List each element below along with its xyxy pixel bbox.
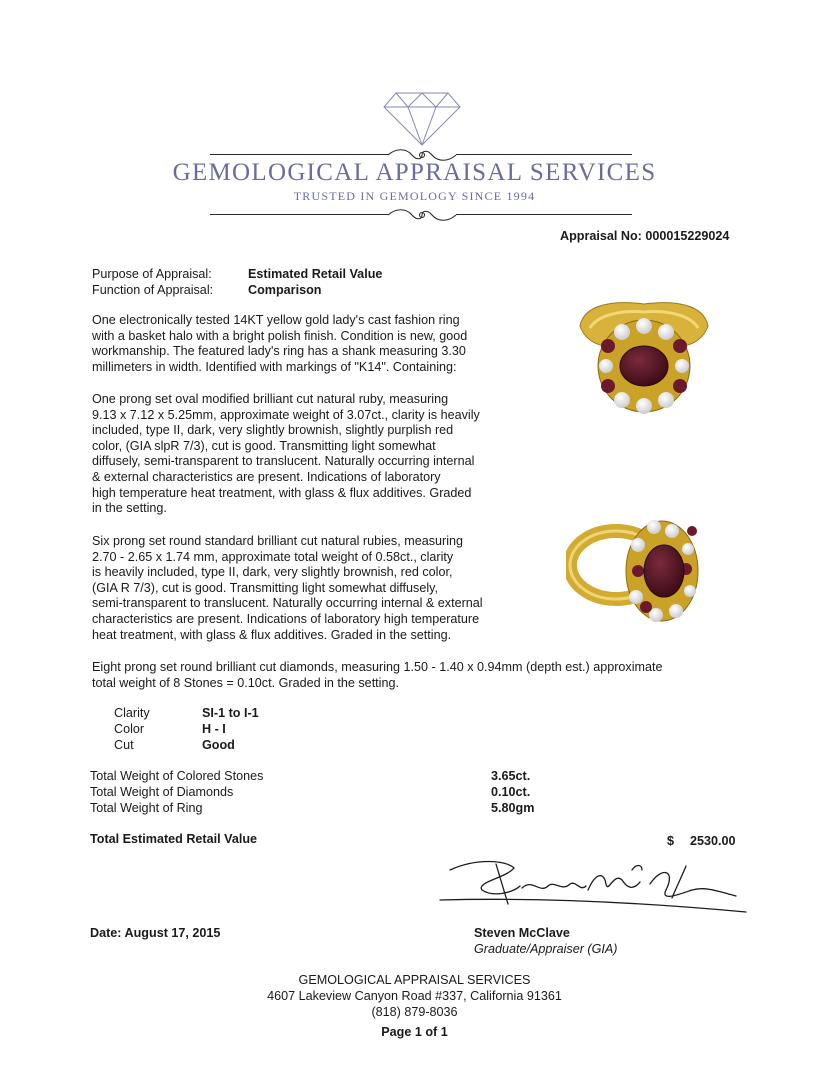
spec-label-cut: Cut (114, 738, 134, 752)
retail-value-label: Total Estimated Retail Value (90, 832, 258, 846)
appraiser-name: Steven McClave (474, 926, 570, 940)
text-line: with a basket halo with a bright polish finish. Condition is new, good (92, 328, 468, 343)
header-rule-bottom-right (456, 214, 632, 215)
retail-amount: 2530.00 (690, 834, 736, 848)
appraisal-date: Date: August 17, 2015 (90, 926, 221, 940)
footer-phone: (818) 879-8036 (371, 1005, 458, 1019)
text-line: characteristics are present. Indications of laboratory high temperature (92, 611, 480, 626)
text-line: included, type II, dark, very slightly brownish, slightly purplish red (92, 423, 454, 438)
spec-value-cut: Good (202, 738, 235, 752)
ring-front-photo (574, 298, 714, 418)
total-diamonds-label: Total Weight of Diamonds (90, 785, 234, 799)
function-label: Function of Appraisal: (92, 283, 214, 297)
flourish-bottom-icon (386, 206, 458, 224)
total-colored-stones-value: 3.65ct. (491, 769, 531, 783)
header-rule-bottom-left (210, 214, 388, 215)
total-colored-stones-label: Total Weight of Colored Stones (90, 769, 264, 783)
header-rule-top-left (210, 154, 388, 155)
function-value: Comparison (248, 283, 322, 297)
company-name: GEMOLOGICAL APPRAISAL SERVICES (172, 159, 657, 186)
purpose-value: Estimated Retail Value (248, 267, 383, 281)
spec-label-clarity: Clarity (114, 706, 150, 720)
text-line: (GIA R 7/3), cut is good. Transmitting light somewhat diffusely, (92, 580, 439, 595)
footer-company: GEMOLOGICAL APPRAISAL SERVICES (298, 973, 531, 987)
text-line: total weight of 8 Stones = 0.10ct. Graded in the setting. (92, 675, 399, 690)
header-rule-top-right (456, 154, 632, 155)
text-line: 9.13 x 7.12 x 5.25mm, approximate weight of 3.07ct., clarity is heavily (92, 407, 480, 422)
appraisal-number: Appraisal No: 000015229024 (560, 229, 730, 243)
spec-label-color: Color (114, 722, 145, 736)
description-center-stone (92, 392, 480, 517)
footer-address: 4607 Lakeview Canyon Road #337, California 91361 (267, 989, 562, 1003)
text-line: color, (GIA slpR 7/3), cut is good. Transmitting light somewhat (92, 438, 436, 453)
appraiser-title: Graduate/Appraiser (GIA) (474, 942, 618, 956)
description-intro (92, 313, 467, 375)
spec-value-clarity: SI-1 to I-1 (202, 706, 259, 720)
total-ring-weight-label: Total Weight of Ring (90, 801, 203, 815)
text-line: high temperature heat treatment, with glass & flux additives. Graded (92, 485, 472, 500)
text-line: diffusely, semi-transparent to translucent. Naturally occurring internal (92, 454, 475, 469)
ring-angle-photo (566, 505, 706, 635)
retail-currency: $ (667, 834, 675, 848)
total-ring-weight-value: 5.80gm (491, 801, 535, 815)
description-side-rubies (92, 534, 483, 643)
text-line: millimeters in width. Identified with markings of "K14". Containing: (92, 359, 457, 374)
text-line: workmanship. The featured lady's ring has a shank measuring 3.30 (92, 344, 466, 359)
spec-value-color: H - I (202, 722, 226, 736)
text-line: One prong set oval modified brilliant cut natural ruby, measuring (92, 392, 449, 406)
page-number: Page 1 of 1 (381, 1025, 448, 1039)
text-line: 2.70 - 2.65 x 1.74 mm, approximate total weight of 0.58ct., clarity (92, 549, 454, 564)
text-line: semi-transparent to translucent. Naturally occurring internal & external (92, 596, 483, 611)
text-line: & external characteristics are present. Indications of laboratory (92, 469, 441, 484)
company-tagline: TRUSTED IN GEMOLOGY SINCE 1994 (293, 189, 536, 203)
diamond-outline-icon (382, 91, 462, 147)
text-line: Eight prong set round brilliant cut diamonds, measuring 1.50 - 1.40 x 0.94mm (depth est.) approximate (92, 660, 663, 674)
text-line: Six prong set round standard brilliant cut natural rubies, measuring (92, 534, 464, 548)
description-diamonds (92, 660, 663, 691)
text-line: in the setting. (92, 501, 167, 516)
text-line: One electronically tested 14KT yellow gold lady's cast fashion ring (92, 313, 460, 327)
total-diamonds-value: 0.10ct. (491, 785, 531, 799)
text-line: is heavily included, type II, dark, very slightly brownish, red color, (92, 565, 453, 580)
text-line: heat treatment, with glass & flux additives. Graded in the setting. (92, 627, 452, 642)
purpose-label: Purpose of Appraisal: (92, 267, 212, 281)
appraiser-signature (436, 852, 756, 922)
